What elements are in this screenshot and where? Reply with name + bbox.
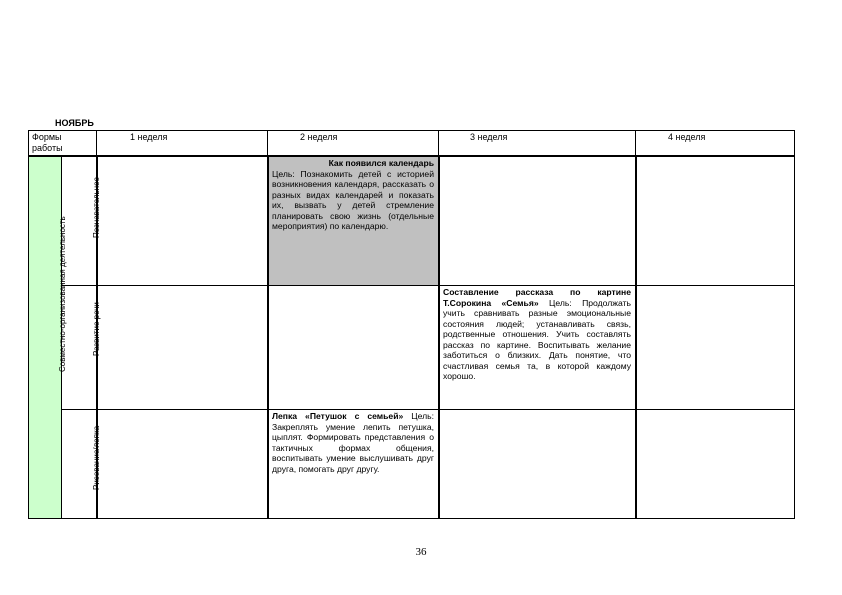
header-week4: 4 неделя (668, 132, 706, 142)
col-divider-week1-2 (268, 157, 269, 519)
table-border-right (794, 130, 795, 519)
table-border-left (28, 130, 29, 519)
header-week2: 2 неделя (300, 132, 338, 142)
cell-row2-week3-body: Цель: Продолжать учить сравнивать разные эмоциональные состояния людей; устанавливать связь, родственные отношения. Учить составлять рассказ по картине. Воспитывать желание заботиться о близких. Дать понятие, что счастливая семья та, в которой каждому хорошо. (443, 297, 631, 381)
header-week3: 3 неделя (470, 132, 508, 142)
month-title: НОЯБРЬ (55, 118, 94, 128)
table-border-bottom (28, 518, 795, 519)
cell-row1-week2-body: Цель: Познакомить детей с историей возникновения календаря, рассказать о разных видах календарей и показать их, вызвать у детей стремление планировать свою жизнь (отдельные мероприятия) по календарю. (272, 168, 434, 231)
cell-row3-week2 (272, 411, 434, 474)
row-divider-2 (61, 409, 795, 410)
group-highlight (28, 157, 61, 518)
row-label-drawing: Рисование/лепка (92, 425, 101, 490)
page-number: 36 (415, 546, 427, 558)
row-label-speech: Развитие речи (92, 302, 101, 356)
cell-row1-week2-title: Как появился календарь (328, 158, 434, 168)
cell-row2-week3-title: Составление рассказа по картине Т.Сорокина «Семья» (443, 287, 631, 308)
cell-row3-week2-title: Лепка «Петушок с семьей» (272, 411, 404, 421)
header-forms: Формы работы (32, 132, 63, 153)
col-divider-week2-2 (439, 157, 440, 519)
header-week1: 1 неделя (130, 132, 168, 142)
table-border-top (28, 130, 795, 131)
col-divider-week3-2 (636, 157, 637, 519)
row-label-cognitive: Познавательное (92, 177, 101, 238)
group-label: Совместно-организованная деятельность (58, 216, 67, 372)
header-divider-2 (28, 156, 795, 157)
cell-row2-week3 (443, 287, 631, 382)
cell-row1-week2 (272, 158, 434, 232)
row-divider-1 (61, 285, 795, 286)
cell-row3-week2-body: Цель: Закреплять умение лепить петушка, цыплят. Формировать представления о тактичных формах общения, воспитывать умение выслушивать друг друга, помогать друг другу. (272, 411, 434, 474)
